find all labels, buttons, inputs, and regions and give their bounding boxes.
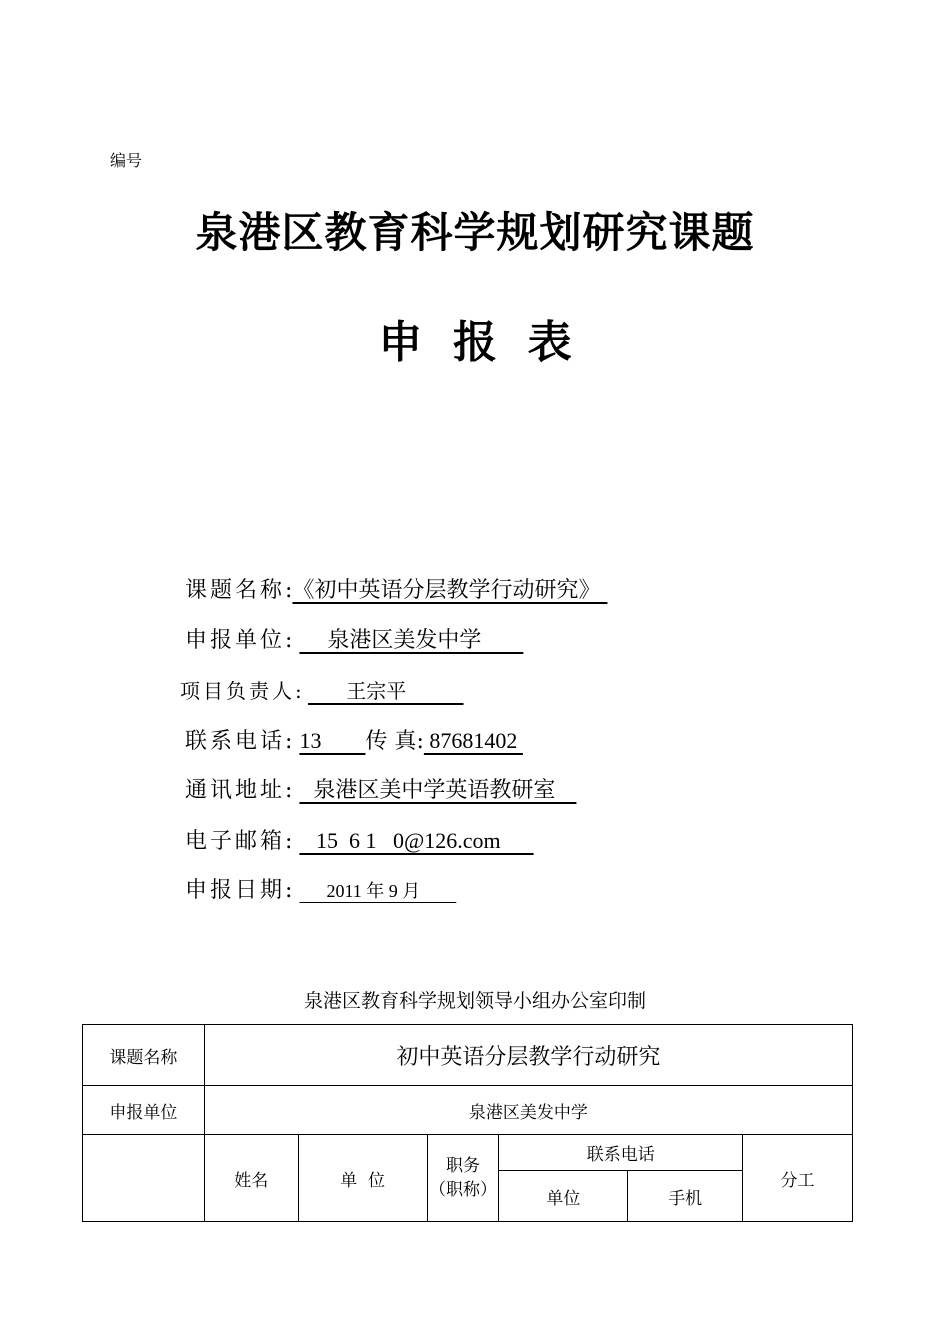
email-sep: : (285, 829, 293, 854)
table-header-row (83, 1135, 853, 1171)
header-duty-title: 职务 (446, 1156, 480, 1176)
field-topic (185, 574, 607, 608)
phone-label: 联系电话 (185, 729, 286, 754)
fax-label: 传 真 (365, 729, 417, 754)
document-subtitle (0, 306, 950, 370)
header-unit: 单 位 (298, 1135, 427, 1222)
header-duty-sub: （职称） (429, 1180, 497, 1200)
application-table (82, 1024, 853, 1222)
topic-value: 《初中英语分层教学行动研究》 (292, 578, 608, 603)
number-label: 编号 (110, 151, 143, 170)
printer-note: 泉港区教育科学规划领导小组办公室印制 (303, 990, 646, 1012)
address-value: 泉港区美中学英语教研室 (299, 778, 577, 803)
topic-sep: : (285, 578, 293, 603)
field-date (185, 874, 456, 908)
topic-value-cell: 初中英语分层教学行动研究 (204, 1025, 852, 1086)
unit-sep: : (285, 628, 293, 653)
field-email (185, 824, 534, 858)
header-contact: 联系电话 (499, 1135, 743, 1171)
subtitle-text: 申 报 表 (378, 317, 572, 368)
header-duty (427, 1135, 499, 1222)
leader-sep: : (295, 679, 302, 703)
address-sep: : (285, 778, 293, 803)
phone-value: 13 (299, 728, 366, 753)
header-name: 姓名 (204, 1135, 298, 1222)
unit-value-cell: 泉港区美发中学 (204, 1086, 852, 1135)
leader-label: 项目负责人 (180, 679, 295, 703)
document-title: 泉港区教育科学规划研究课题 (195, 208, 755, 257)
date-sep: : (285, 878, 293, 903)
date-value: 2011 年 9 月 (299, 881, 457, 901)
unit-value: 泉港区美发中学 (299, 628, 524, 653)
table-row-unit (83, 1086, 853, 1135)
field-leader (180, 674, 463, 708)
unit-label: 申报单位 (185, 628, 286, 653)
topic-label-cell: 课题名称 (83, 1025, 205, 1086)
fax-sep: : (416, 729, 424, 754)
fax-value: 87681402 (423, 728, 523, 753)
date-label: 申报日期 (185, 878, 286, 903)
header-division: 分工 (743, 1135, 853, 1222)
unit-label-cell: 申报单位 (83, 1086, 205, 1135)
email-value: 15 6 1 0@126.com (299, 828, 534, 853)
field-address (185, 774, 576, 808)
topic-label: 课题名称 (185, 578, 286, 603)
table-row-topic (83, 1025, 853, 1086)
header-contact-unit: 单位 (499, 1171, 628, 1222)
email-label: 电子邮箱 (185, 829, 286, 854)
field-unit (185, 624, 523, 658)
address-label: 通讯地址 (185, 778, 286, 803)
leader-value: 王宗平 (308, 679, 464, 703)
header-contact-mobile: 手机 (628, 1171, 743, 1222)
phone-sep: : (285, 729, 293, 754)
empty-cell (83, 1135, 205, 1222)
field-phone (185, 724, 523, 758)
